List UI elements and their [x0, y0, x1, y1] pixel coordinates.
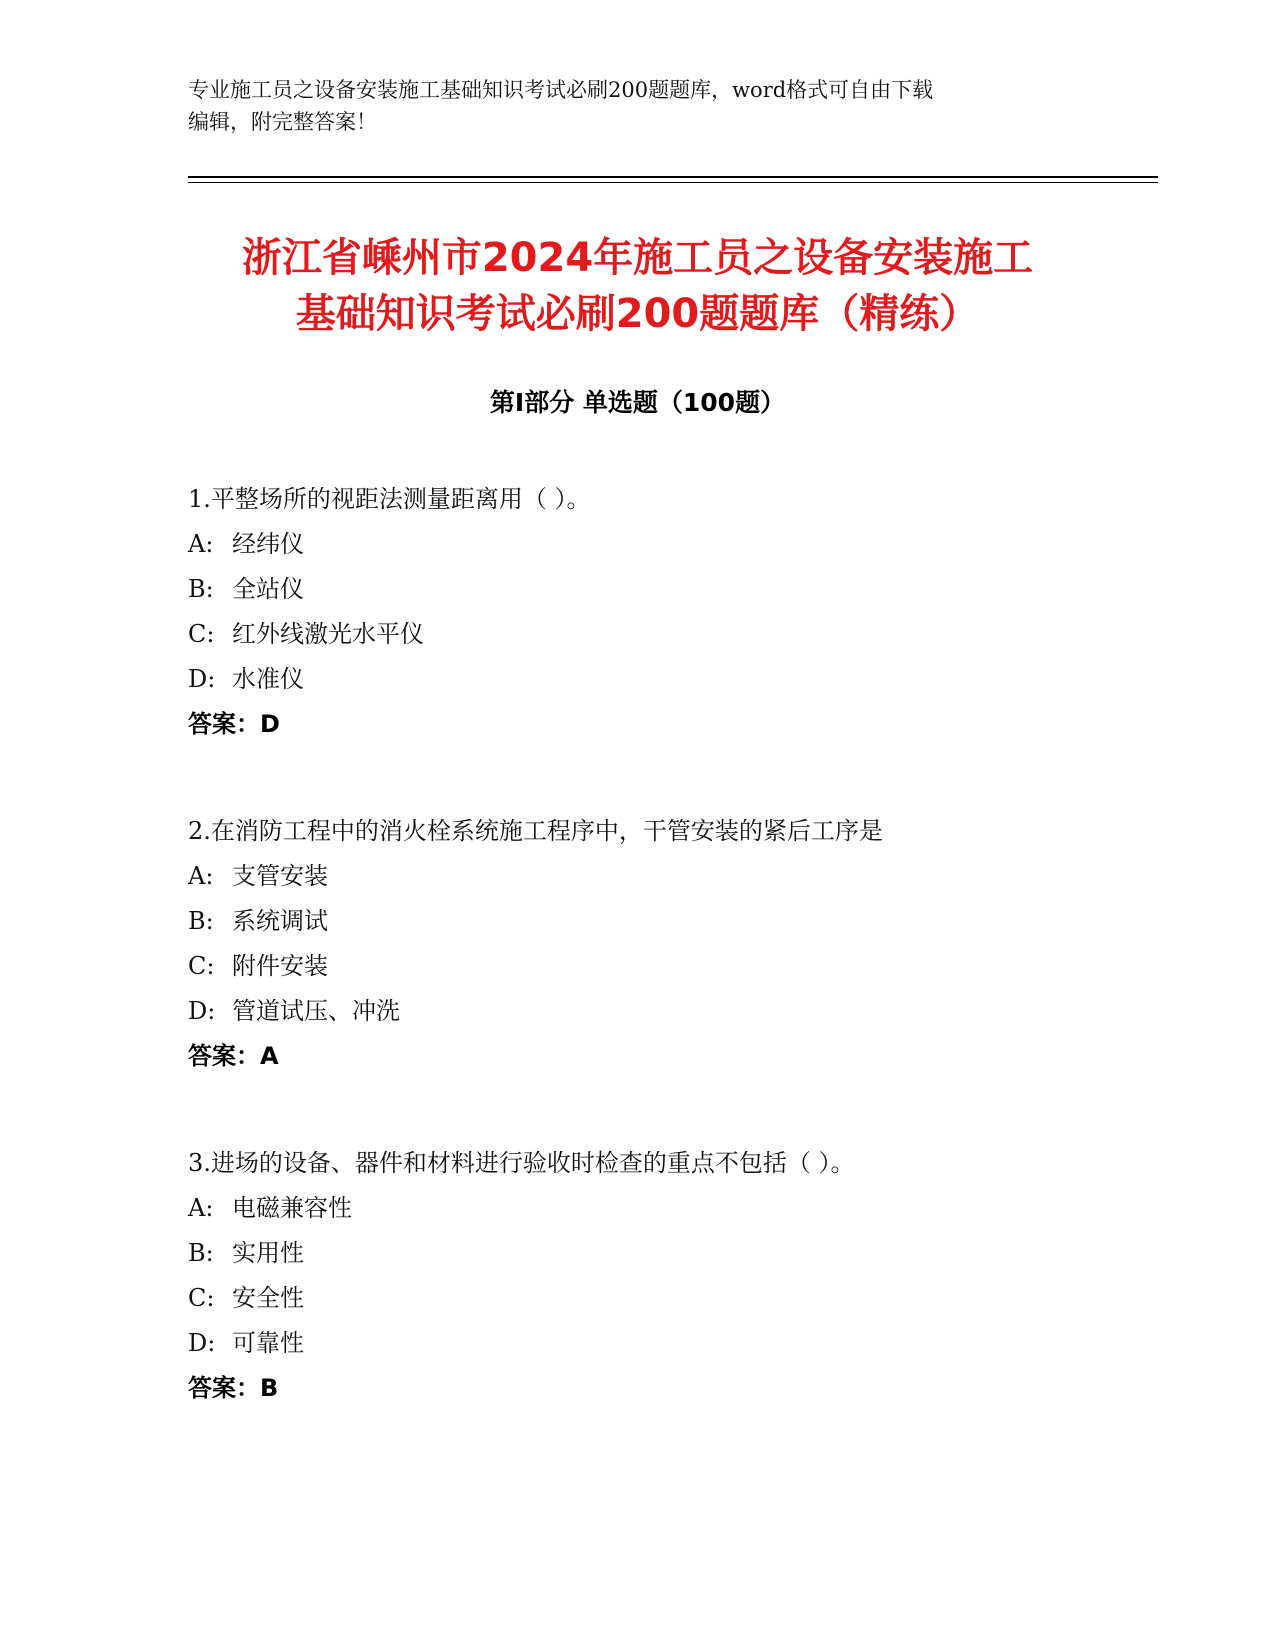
answer-line: 答案：A — [188, 1042, 279, 1070]
option-letter: D: — [188, 665, 216, 693]
option-c — [188, 1276, 1138, 1321]
document-title-line1: 浙江省嵊州市2024年施工员之设备安装施工 — [241, 235, 1034, 281]
option-c — [188, 612, 1138, 657]
question-stem: 1.平整场所的视距法测量距离用（ ）。 — [188, 485, 591, 513]
option-text: 系统调试 — [232, 907, 328, 935]
option-letter: C: — [188, 1284, 215, 1312]
option-text: 实用性 — [232, 1239, 304, 1267]
option-letter: A: — [188, 1194, 214, 1222]
option-b — [188, 567, 1138, 612]
question-2 — [188, 809, 1138, 1079]
question-1 — [188, 477, 1138, 747]
option-letter: B: — [188, 907, 214, 935]
option-letter: D: — [188, 997, 216, 1025]
question-stem: 3.进场的设备、器件和材料进行验收时检查的重点不包括（ ）。 — [188, 1149, 855, 1177]
header-divider-thick — [188, 176, 1158, 178]
question-3 — [188, 1141, 1138, 1411]
option-d — [188, 989, 1138, 1034]
option-text: 附件安装 — [232, 952, 328, 980]
option-text: 经纬仪 — [232, 530, 304, 558]
option-b — [188, 1231, 1138, 1276]
option-text: 电磁兼容性 — [232, 1194, 352, 1222]
document-title-line2: 基础知识考试必刷200题题库（精练） — [295, 291, 980, 337]
answer-line: 答案：D — [188, 710, 280, 738]
option-d — [188, 657, 1138, 702]
option-a — [188, 854, 1138, 899]
option-letter: B: — [188, 1239, 214, 1267]
option-text: 可靠性 — [232, 1329, 304, 1357]
option-text: 管道试压、冲洗 — [232, 997, 400, 1025]
option-text: 全站仪 — [232, 575, 304, 603]
section-title: 第Ⅰ部分 单选题（100题） — [489, 388, 786, 417]
question-stem: 2.在消防工程中的消火栓系统施工程序中，干管安装的紧后工序是 — [188, 817, 883, 845]
header-divider-thin — [188, 182, 1158, 183]
option-c — [188, 944, 1138, 989]
option-text: 红外线激光水平仪 — [232, 620, 424, 648]
answer-line: 答案：B — [188, 1374, 279, 1402]
option-a — [188, 522, 1138, 567]
option-letter: C: — [188, 620, 215, 648]
option-text: 水准仪 — [232, 665, 304, 693]
option-letter: A: — [188, 862, 214, 890]
question-list — [188, 477, 1138, 1473]
option-b — [188, 899, 1138, 944]
option-a — [188, 1186, 1138, 1231]
option-letter: C: — [188, 952, 215, 980]
option-letter: A: — [188, 530, 214, 558]
option-d — [188, 1321, 1138, 1366]
option-letter: D: — [188, 1329, 216, 1357]
document-title — [150, 230, 1125, 342]
option-text: 支管安装 — [232, 862, 328, 890]
header-note-line2: 编辑，附完整答案！ — [188, 110, 377, 134]
option-letter: B: — [188, 575, 214, 603]
option-text: 安全性 — [232, 1284, 304, 1312]
header-note — [188, 74, 1088, 138]
header-note-line1: 专业施工员之设备安装施工基础知识考试必刷200题题库，word格式可自由下载 — [188, 78, 934, 102]
